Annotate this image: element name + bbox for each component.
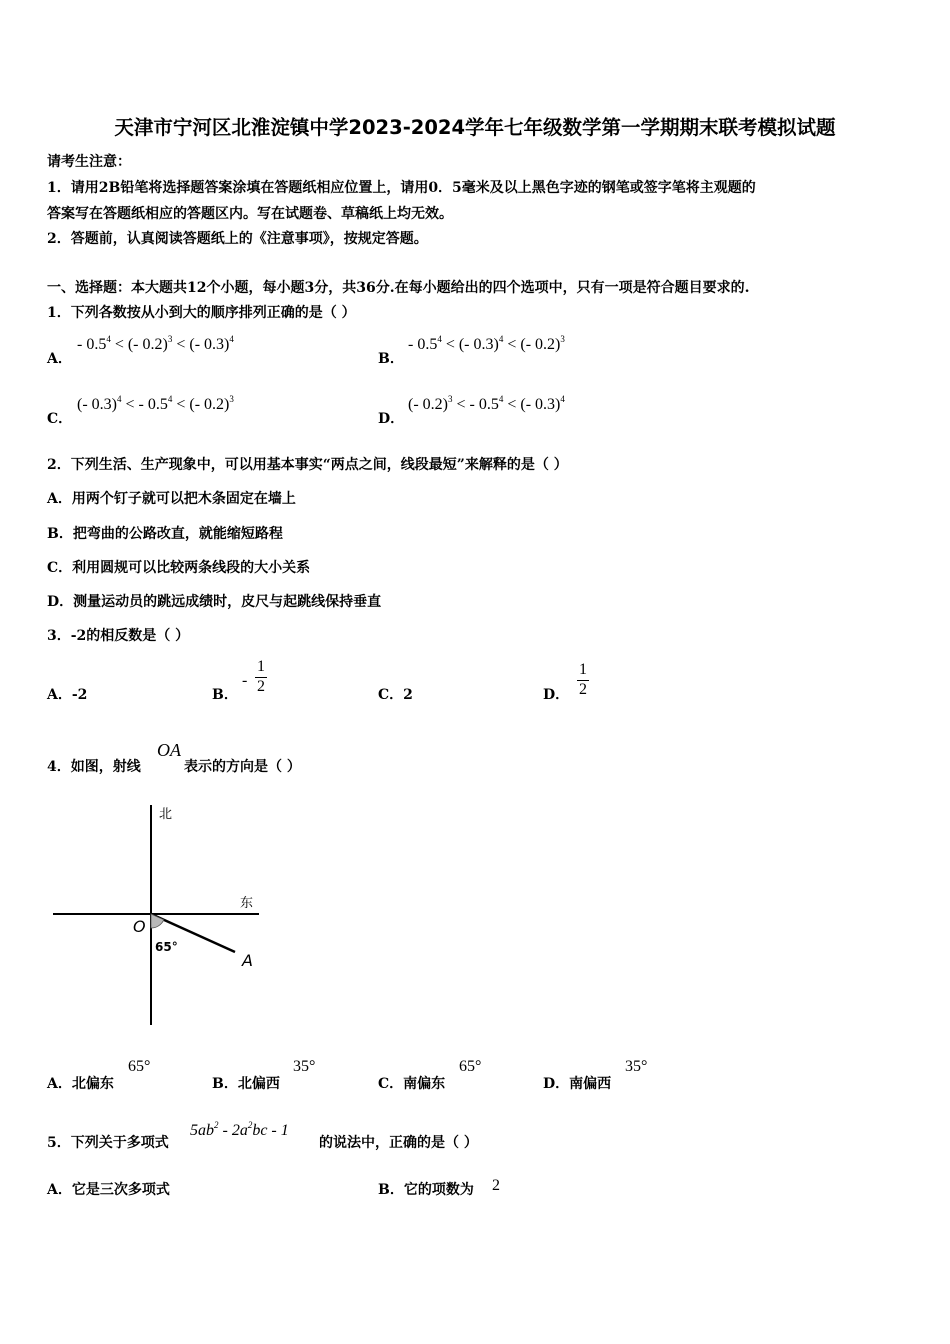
q2-option-c: C．利用圆规可以比较两条线段的大小关系 — [47, 560, 311, 576]
direction-figure — [45, 795, 275, 1030]
q2-option-d: D．测量运动员的跳远成绩时，皮尺与起跳线保持垂直 — [47, 594, 382, 610]
question-2-stem: 2．下列生活、生产现象中，可以用基本事实“两点之间，线段最短”来解释的是（ ） — [47, 457, 568, 473]
notice-line-1: 1．请用2B铅笔将选择题答案涂填在答题纸相应位置上，请用0．5毫米及以上黑色字迹的钢笔或签字笔将主观题的 — [47, 180, 756, 196]
origin-label: O — [133, 917, 146, 936]
question-5-stem-before: 5．下列关于多项式 — [47, 1135, 169, 1151]
page-title: 天津市宁河区北淮淀镇中学2023-2024学年七年级数学第一学期期末联考模拟试题 — [114, 116, 836, 139]
angle-label: 65° — [155, 940, 178, 954]
q1-option-d-label: D． — [378, 411, 405, 427]
q1-option-c-expression: (- 0.3)$^4$ < - $0.5^4$ < (- 0.2)$^3$ — [77, 394, 234, 413]
q1-option-b-expression: - $0.5^4$ < (- 0.3)$^4$ < (- 0.2)$^3$ — [408, 334, 565, 353]
q3-option-b-label: B． — [212, 687, 238, 703]
q2-option-b: B．把弯曲的公路改直，就能缩短路程 — [47, 526, 283, 542]
q1-option-c-label: C． — [47, 411, 73, 427]
q3-option-d-denominator: 2 — [579, 681, 587, 698]
q4-option-c-value: 65° — [459, 1058, 482, 1075]
q1-option-a-label: A． — [47, 351, 72, 367]
question-4-stem-before: 4．如图，射线 — [47, 759, 141, 775]
q3-option-d-label: D． — [543, 687, 570, 703]
point-a-label: A — [242, 951, 253, 970]
q1-option-b-label: B． — [378, 351, 404, 367]
q1-option-a-expression: - $0.5^4$ < (- 0.2)$^3$ < (- 0.3)$^4$ — [77, 334, 234, 353]
q4-option-a-value: 65° — [128, 1058, 151, 1075]
q4-ray-label: OA — [157, 740, 181, 760]
question-5-stem-after: 的说法中，正确的是（ ） — [319, 1135, 478, 1151]
notice-line-2: 答案写在答题纸相应的答题区内。写在试题卷、草稿纸上均无效。 — [47, 206, 453, 222]
q5-polynomial: $5ab^2 - 2a^2bc - 1$ — [190, 1120, 289, 1139]
q3-option-d-fraction — [576, 661, 590, 701]
q5-option-a: A．它是三次多项式 — [47, 1182, 170, 1198]
q4-option-d-value: 35° — [625, 1058, 648, 1075]
q4-option-d-label: D．南偏西 — [543, 1076, 612, 1092]
q3-option-d-numerator: 1 — [579, 661, 587, 678]
east-label: 东 — [240, 896, 254, 911]
q4-option-b-label: B．北偏西 — [212, 1076, 280, 1092]
q4-option-b-value: 35° — [293, 1058, 316, 1075]
q4-option-a-label: A．北偏东 — [47, 1076, 114, 1092]
q5-option-b-label: B．它的项数为 — [378, 1182, 474, 1198]
question-4-stem-after: 表示的方向是（ ） — [184, 759, 301, 775]
question-1-stem: 1．下列各数按从小到大的顺序排列正确的是（ ） — [47, 305, 356, 321]
question-3-stem: 3．-2的相反数是（ ） — [47, 628, 190, 644]
q1-option-d-expression: (- 0.2)$^3$ < - $0.5^4$ < (- 0.3)$^4$ — [408, 394, 565, 413]
notice-heading: 请考生注意： — [47, 154, 131, 170]
q3-option-a: A．-2 — [47, 687, 88, 703]
q5-option-b-value: 2 — [492, 1177, 500, 1194]
q3-option-b-sign: - — [242, 672, 248, 689]
q4-option-c-label: C．南偏东 — [378, 1076, 446, 1092]
north-label: 北 — [159, 807, 173, 822]
q3-option-b-numerator: 1 — [257, 658, 265, 675]
section-heading: 一、选择题：本大题共12个小题，每小题3分，共36分.在每小题给出的四个选项中，只有一项是符合题目要求的. — [47, 280, 750, 296]
q3-option-b-fraction — [254, 658, 268, 698]
q3-option-c: C．2 — [378, 687, 413, 703]
q2-option-a: A．用两个钉子就可以把木条固定在墙上 — [47, 491, 296, 507]
q3-option-b-denominator: 2 — [257, 678, 265, 695]
notice-line-3: 2．答题前，认真阅读答题纸上的《注意事项》，按规定答题。 — [47, 231, 428, 247]
